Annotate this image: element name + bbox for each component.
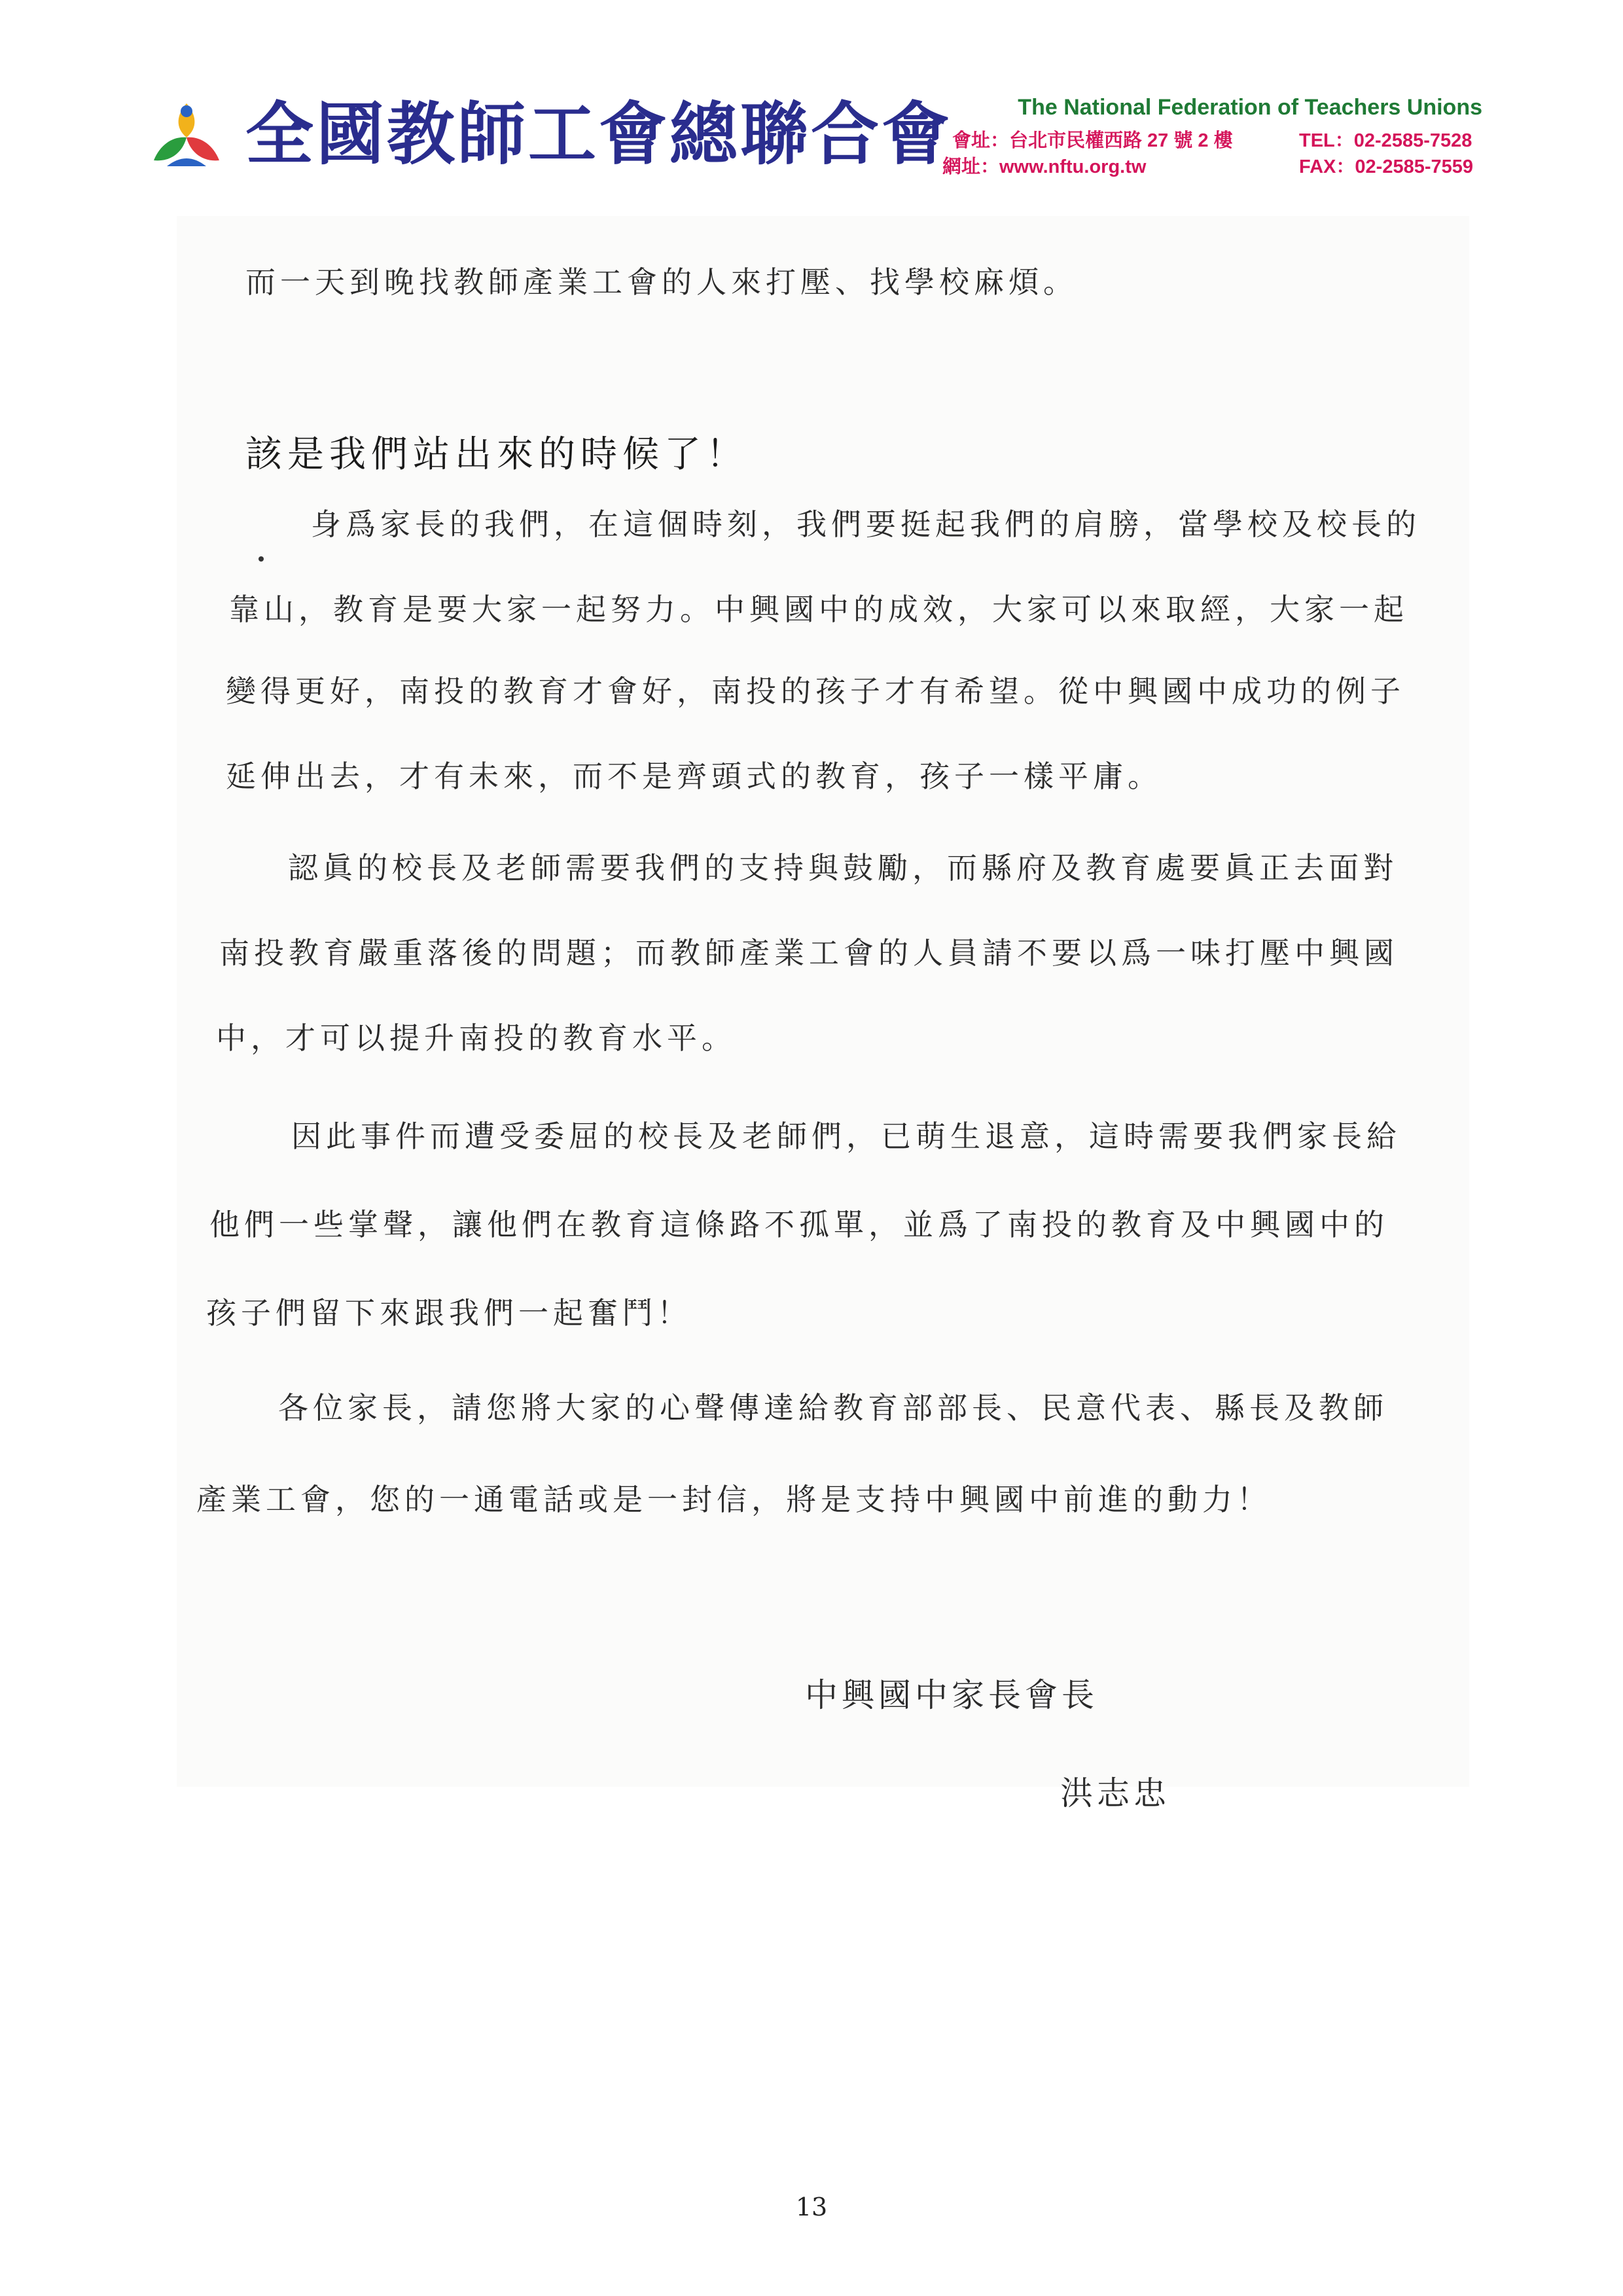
letter-line: 他們一些掌聲，讓他們在教育這條路不孤單，並爲了南投的教育及中興國中的	[209, 1207, 1389, 1242]
letter-heading: 該是我們站出來的時候了！	[245, 433, 748, 476]
letter-line: 因此事件而遭受委屈的校長及老師們，已萌生退意，這時需要我們家長給	[291, 1119, 1401, 1154]
signature-title: 中興國中家長會長	[805, 1676, 1098, 1714]
letter-line: 延伸出去，才有未來，而不是齊頭式的教育，孩子一樣平庸。	[226, 759, 1162, 794]
letter-line: 孩子們留下來跟我們一起奮鬥！	[206, 1295, 692, 1331]
letter-line: 南投教育嚴重落後的問題；而教師產業工會的人員請不要以爲一味打壓中興國	[219, 935, 1399, 971]
letter-line: 變得更好，南投的教育才會好，南投的孩子才有希望。從中興國中成功的例子	[226, 673, 1405, 709]
signature-name: 洪志忠	[1060, 1774, 1170, 1812]
page-number: 13	[795, 2193, 828, 2221]
org-name-en: The National Federation of Teachers Unions	[1018, 95, 1482, 120]
letter-line: 靠山，教育是要大家一起努力。中興國中的成效，大家可以來取經，大家一起	[229, 592, 1408, 627]
org-website: 網址：www.nftu.org.tw	[942, 156, 1147, 177]
nftu-logo-icon	[147, 98, 226, 170]
letter-line: 各位家長，請您將大家的心聲傳達給教育部部長、民意代表、縣長及教師	[278, 1390, 1388, 1426]
letter-line: 產業工會，您的一通電話或是一封信，將是支持中興國中前進的動力！	[196, 1482, 1272, 1517]
org-name-zh: 全國教師工會總聯合會	[245, 94, 953, 174]
letter-line: 而一天到晚找教師產業工會的人來打壓、找學校麻煩。	[245, 264, 1078, 300]
letter-line: 認眞的校長及老師需要我們的支持與鼓勵，而縣府及教育處要眞正去面對	[288, 850, 1398, 886]
org-tel: TEL：02-2585-7528	[1299, 130, 1472, 151]
letter-line: 中，才可以提升南投的教育水平。	[216, 1020, 736, 1056]
stray-mark	[259, 556, 264, 562]
org-address: 會址：台北市民權西路 27 號 2 樓	[952, 130, 1233, 151]
letter-line: 身爲家長的我們，在這個時刻，我們要挺起我們的肩膀，當學校及校長的	[311, 507, 1421, 542]
org-fax: FAX：02-2585-7559	[1299, 156, 1473, 177]
